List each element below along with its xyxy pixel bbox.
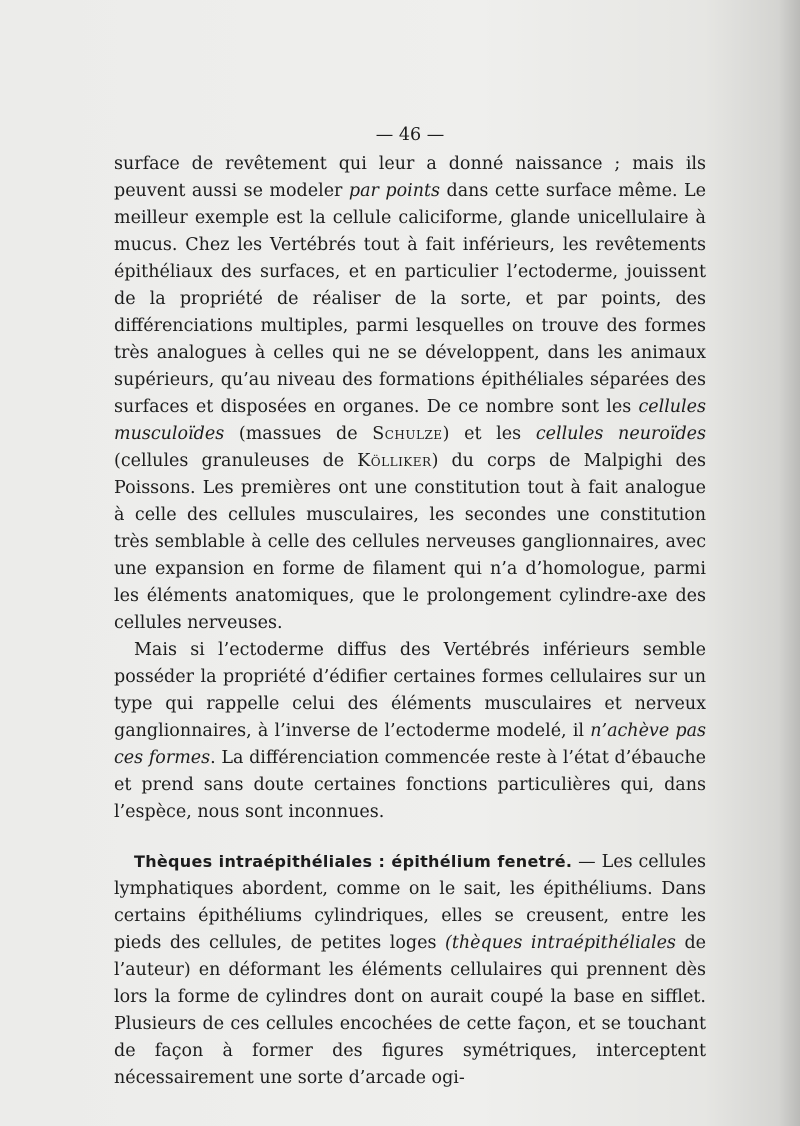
p2-text-a: Mais si l’ectoderme diffus des Vertébrés inférieurs semble posséder la propriété d’édifier certaines formes cellulaires sur un type qui rappelle celui des éléments musculaires et nerveux ganglionnaires, à l’inverse de l’ectoderme modelé, il xyxy=(114,640,706,741)
p2-text-c: . La différenciation commencée reste à l’état d’ébauche et prend sans doute certaines fonctions particulières qui, dans l’espèce, nous sont inconnues. xyxy=(114,748,706,822)
p1-text-c: dans cette surface même. Le meilleur exemple est la cellule caliciforme, glande unicellulaire à mucus. Chez les Vertébrés tout à fait inférieurs, les revêtements épithéliaux des surfaces, et en particulier l’ectoderme, jouissent de la propriété de réaliser de la sorte, et par points, des différenciations multiples, parmi lesquelles on trouve des formes très analogues à celles qui ne se développent, dans les animaux supérieurs, qu’au niveau des formations épithéliales séparées des surfaces et disposées en organes. De ce nombre sont les xyxy=(114,181,707,417)
p1-italic-cellules-neuroides: cellules neuroïdes xyxy=(535,424,706,444)
page-content xyxy=(114,122,706,1092)
page-edge-shadow xyxy=(778,0,800,1126)
p1-text-a: surface de revêtement qui leur a donné naissance ; mais ils peuvent aussi se modeler xyxy=(114,154,706,201)
p1-italic-par-points: par points xyxy=(348,181,441,201)
section-heading: Thèques intraépithéliales : épithélium fenetré. xyxy=(134,852,573,871)
page-number: — 46 — xyxy=(375,125,445,145)
p3-text-a: — Les cellules lymphatiques abordent, comme on le sait, les épithéliums. Dans certains épithéliums cylindriques, elles se creusent, entre les pieds des cellules, de petites loges xyxy=(114,852,707,953)
p3-text-c: de l’auteur) en déformant les éléments cellulaires qui prennent dès lors la forme de cylindres dont on aurait coupé la base en sifflet. Plusieurs de ces cellules encochées de cette façon, et se touchant de façon à former des figures symétriques, interceptent nécessairement une sorte d’arcade ogi- xyxy=(114,933,707,1088)
p1-author-schulze: Schulze xyxy=(372,424,443,444)
p1-text-e: (massues de xyxy=(224,424,373,444)
p1-italic-cellules-musculoides: cellules musculoïdes xyxy=(114,397,706,444)
paragraph-2 xyxy=(114,637,706,826)
p1-text-k: ) du corps de Malpighi des Poissons. Les premières ont une constitution tout à fait analogue à celle des cellules musculaires, les secondes une constitution très semblable à celle des cellules nerveuses ganglionnaires, avec une expansion en forme de filament qui n’a d’homologue, parmi les éléments anatomiques, que le prolongement cylindre-axe des cellules nerveuses. xyxy=(114,451,706,633)
p1-text-g: ) et les xyxy=(442,424,536,444)
p1-author-kolliker: Kölliker xyxy=(357,451,432,471)
p1-text-i: (cellules granuleuses de xyxy=(114,451,358,471)
p2-italic-nacheve: n’achève pas ces formes xyxy=(114,721,706,768)
paragraph-1 xyxy=(114,151,706,637)
paragraph-3 xyxy=(114,848,706,1092)
p3-italic-theques: (thèques intraépithéliales xyxy=(445,933,676,953)
